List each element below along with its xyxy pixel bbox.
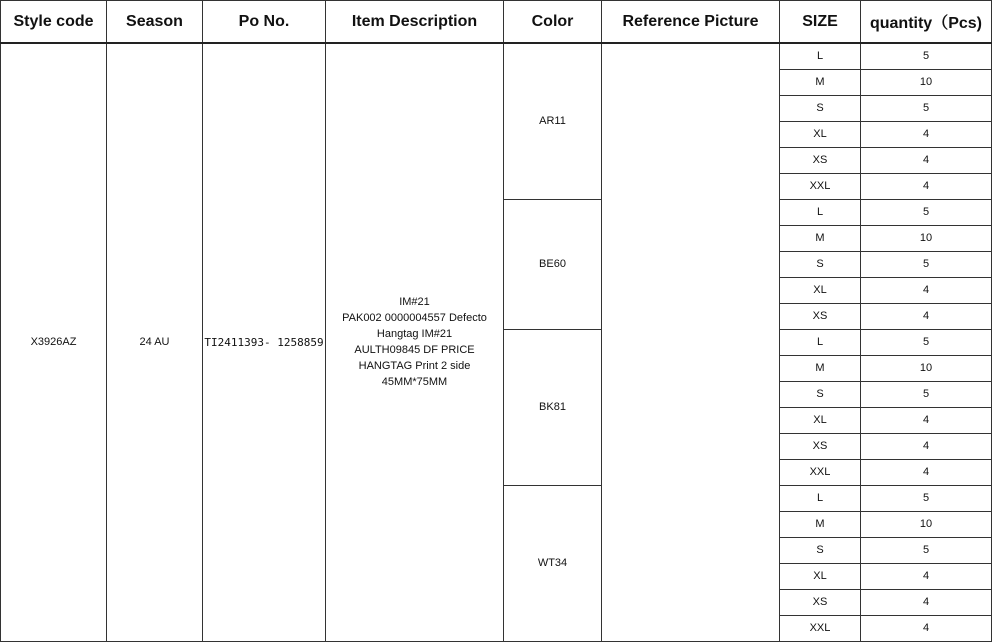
size-cell: L	[780, 43, 861, 69]
size-cell: XS	[780, 147, 861, 173]
quantity-cell: 4	[861, 147, 992, 173]
size-cell: XL	[780, 121, 861, 147]
quantity-cell: 4	[861, 459, 992, 485]
color-cell: AR11	[504, 43, 602, 199]
quantity-cell: 4	[861, 121, 992, 147]
header-quantity: quantity（Pcs)	[861, 1, 992, 44]
table-row	[1, 43, 992, 69]
size-cell: XL	[780, 407, 861, 433]
reference-picture-cell	[602, 43, 780, 641]
size-cell: S	[780, 537, 861, 563]
quantity-cell: 4	[861, 589, 992, 615]
size-cell: M	[780, 69, 861, 95]
quantity-cell: 5	[861, 537, 992, 563]
quantity-cell: 5	[861, 485, 992, 511]
header-po-no: Po No.	[203, 1, 326, 44]
header-color: Color	[504, 1, 602, 44]
style-code-cell: X3926AZ	[1, 43, 107, 641]
size-cell: L	[780, 199, 861, 225]
quantity-cell: 5	[861, 329, 992, 355]
size-cell: XL	[780, 563, 861, 589]
size-cell: L	[780, 485, 861, 511]
size-cell: S	[780, 95, 861, 121]
color-cell: BK81	[504, 329, 602, 485]
item-description-cell: IM#21 PAK002 0000004557 Defecto Hangtag IM#21 AULTH09845 DF PRICE HANGTAG Print 2 side 45MM*75MM	[326, 43, 504, 641]
quantity-cell: 4	[861, 563, 992, 589]
quantity-cell: 4	[861, 303, 992, 329]
size-cell: XXL	[780, 615, 861, 641]
size-cell: XXL	[780, 459, 861, 485]
size-cell: XS	[780, 433, 861, 459]
quantity-cell: 4	[861, 277, 992, 303]
header-season: Season	[107, 1, 203, 44]
quantity-cell: 5	[861, 199, 992, 225]
size-cell: XL	[780, 277, 861, 303]
quantity-cell: 10	[861, 355, 992, 381]
quantity-cell: 4	[861, 407, 992, 433]
quantity-cell: 5	[861, 95, 992, 121]
color-cell: WT34	[504, 485, 602, 641]
size-cell: XXL	[780, 173, 861, 199]
header-size: SIZE	[780, 1, 861, 44]
size-cell: M	[780, 511, 861, 537]
quantity-cell: 4	[861, 433, 992, 459]
quantity-cell: 4	[861, 615, 992, 641]
header-item-description: Item Description	[326, 1, 504, 44]
quantity-cell: 5	[861, 43, 992, 69]
size-cell: M	[780, 225, 861, 251]
order-body	[1, 43, 992, 641]
quantity-cell: 5	[861, 251, 992, 277]
size-cell: M	[780, 355, 861, 381]
header-reference-picture: Reference Picture	[602, 1, 780, 44]
quantity-cell: 10	[861, 69, 992, 95]
size-cell: XS	[780, 303, 861, 329]
size-cell: L	[780, 329, 861, 355]
size-cell: S	[780, 251, 861, 277]
header-style-code: Style code	[1, 1, 107, 44]
quantity-cell: 4	[861, 173, 992, 199]
color-cell: BE60	[504, 199, 602, 329]
po-no-cell: TI2411393- 1258859	[203, 43, 326, 641]
size-cell: XS	[780, 589, 861, 615]
quantity-cell: 10	[861, 225, 992, 251]
size-cell: S	[780, 381, 861, 407]
quantity-cell: 5	[861, 381, 992, 407]
quantity-cell: 10	[861, 511, 992, 537]
header-row	[1, 1, 992, 44]
season-cell: 24 AU	[107, 43, 203, 641]
